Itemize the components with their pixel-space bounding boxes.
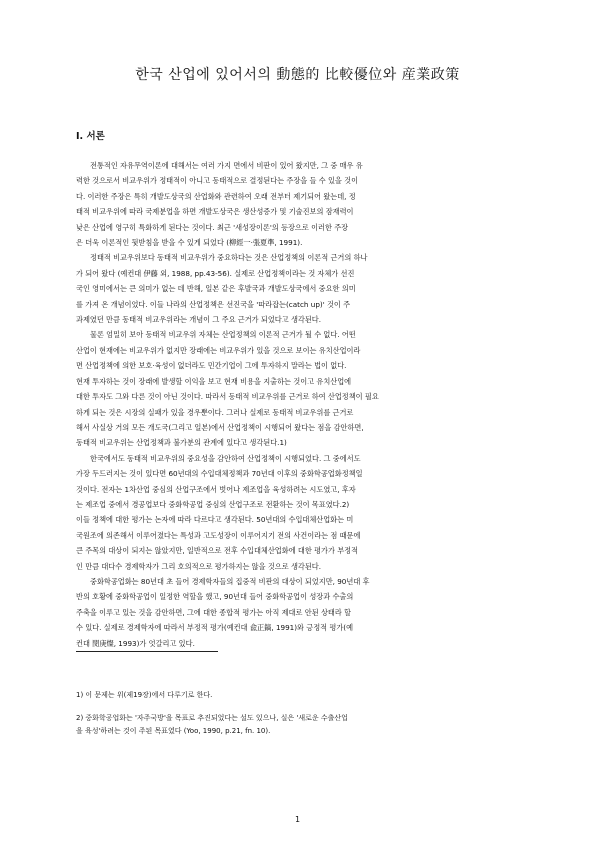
footnote-line: 1) 이 문제는 위(제19장)에서 다루기로 한다.: [76, 691, 213, 699]
body-line: 것이다. 전자는 1차산업 중심의 산업구조에서 벗어나 제조업을 육성하려는 시도였고, 후자: [76, 484, 356, 494]
section-heading: Ⅰ. 서론: [76, 131, 105, 142]
body-line: 은 더욱 이론적인 뒷받침을 받을 수 있게 되었다 (柳經一·張夏準, 1991).: [76, 238, 303, 248]
body-line: 대한 투자도 그와 다른 것이 아닌 것이다. 따라서 동태적 비교우위를 근거로 하여 산업정책이 필요: [76, 392, 379, 402]
body-line: 면 산업정책에 의한 보호·육성이 없더라도 민간기업이 그에 투자하지 말라는 법이 없다.: [76, 361, 347, 371]
body-line: 과제였던 만큼 동태적 비교우위라는 개념이 그 주요 근거가 되었다고 생각된다.: [76, 315, 322, 325]
body-line: 해서 사실상 거의 모든 개도국(그리고 일본)에서 산업정책이 시행되어 왔다는 점을 감안하면,: [76, 422, 364, 432]
footnote-separator: [76, 651, 218, 652]
body-line: 력한 것으로서 비교우위가 정태적이 아니고 동태적으로 결정된다는 주장을 들 수 있을 것이: [76, 176, 359, 186]
body-line: 물론 엄밀히 보아 동태적 비교우위 자체는 산업정책의 이론적 근거가 될 수 없다. 어떤: [90, 330, 356, 340]
body-line: 큰 주목의 대상이 되지는 않았지만, 일반적으로 전후 수입대체산업화에 대한 평가가 부정적: [76, 546, 359, 556]
body-line: 는 제조업 중에서 경공업보다 중화학공업 중심의 산업구조로 전환하는 것이 목표였다.2): [76, 499, 350, 509]
body-line: 수 있다. 실제로 경제학자에 따라서 부정적 평가(예컨대 兪正鎬, 1991)와 긍정적 평가(예: [76, 623, 354, 633]
body-line: 태적 비교우위에 따라 국제분업을 하면 개발도상국은 생산성증가 및 기술진보의 잠재력이: [76, 207, 354, 217]
body-line: 정태적 비교우위보다 동태적 비교우위가 중요하다는 것은 산업정책의 이론적 근거의 하나: [90, 253, 368, 263]
footnote-1: [76, 689, 520, 702]
footnote-line: 을 육성'하려는 것이 주된 목표였다 (Yoo, 1990, p.21, fn. 10).: [76, 727, 271, 735]
body-line: 이들 정책에 대한 평가는 논자에 따라 다르다고 생각된다. 50년대의 수입대체산업화는 미: [76, 515, 354, 525]
body-line: 반의 호황에 중화학공업이 일정한 역할을 했고, 90년대 들어 중화학공업이 성장과 수출의: [76, 592, 354, 602]
body-line: 국원조에 의존해서 이루어졌다는 특성과 고도성장이 이루어지기 전의 사건이라는 점 때문에: [76, 530, 361, 540]
body-line: 전통적인 자유무역이론에 대해서는 여러 가지 면에서 비판이 있어 왔지만, 그 중 매우 유: [90, 161, 363, 170]
page-number: 1: [294, 815, 301, 824]
body-line: 하게 되는 것은 시장의 실패가 있을 경우뿐이다. 그러나 실제로 동태적 비교우위를 근거로: [76, 407, 354, 417]
body-line: 중화학공업화는 80년대 초 들어 경제학자들의 집중적 비판의 대상이 되었지만, 90년대 후: [90, 576, 370, 586]
body-line: 한국에서도 동태적 비교우위의 중요성을 감안하여 산업정책이 시행되었다. 그 중에서도: [90, 453, 361, 463]
body-line: 컨대 閔庚燦, 1993)가 엇갈리고 있다.: [76, 638, 195, 648]
body-line: 를 가져 온 개념이었다. 이들 나라의 산업정책은 선진국을 '따라잡는(catch up)' 것이 주: [76, 299, 351, 309]
footnote-line: 2) 중화학공업화는 '자주국방'을 목표로 추진되었다는 설도 있으나, 실은 '새로운 수출산업: [76, 714, 348, 722]
body-line: 국인 영미에서는 큰 의미가 없는 데 반해, 일본 같은 후발국과 개발도상국에서 중요한 의미: [76, 284, 356, 294]
body-line: 인 만큼 대다수 경제학자가 그리 호의적으로 평가하지는 않을 것으로 생각된다.: [76, 561, 322, 571]
footnote-2: [76, 712, 520, 738]
body-line: 산업이 현재에는 비교우위가 없지만 장래에는 비교우위가 있을 것으로 보이는 유치산업이라: [76, 345, 361, 355]
body-line: 현재 투자하는 것이 장래에 발생할 이익을 보고 현재 비용을 지출하는 것이고 유치산업에: [76, 376, 352, 386]
body-line: 주축을 이루고 있는 것을 감안하면, 그에 대한 종합적 평가는 아직 제대로 안된 상태라 할: [76, 607, 351, 617]
page-title: 한국 산업에 있어서의 動態的 比較優位와 産業政策: [135, 67, 460, 83]
body-line: 동태적 비교우위는 산업정책과 불가분의 관계에 있다고 생각된다.1): [76, 438, 287, 448]
body-line: 가장 두드러지는 것이 있다면 60년대의 수입대체정책과 70년대 이후의 중화학공업화정책일: [76, 469, 363, 479]
body-line: 다. 이러한 주장은 특히 개발도상국의 산업화와 관련하여 오래 전부터 제기되어 왔는데, 정: [76, 191, 356, 201]
body-line: 낮은 산업에 영구히 특화하게 된다는 것이다. 최근 '새성장이론'의 등장으로 이러한 주장: [76, 222, 349, 232]
body-text: [76, 158, 520, 651]
body-line: 가 되어 왔다 (예컨대 伊藤 외, 1988, pp.43-56). 실제로 산업정책이라는 것 자체가 선진: [76, 268, 355, 278]
